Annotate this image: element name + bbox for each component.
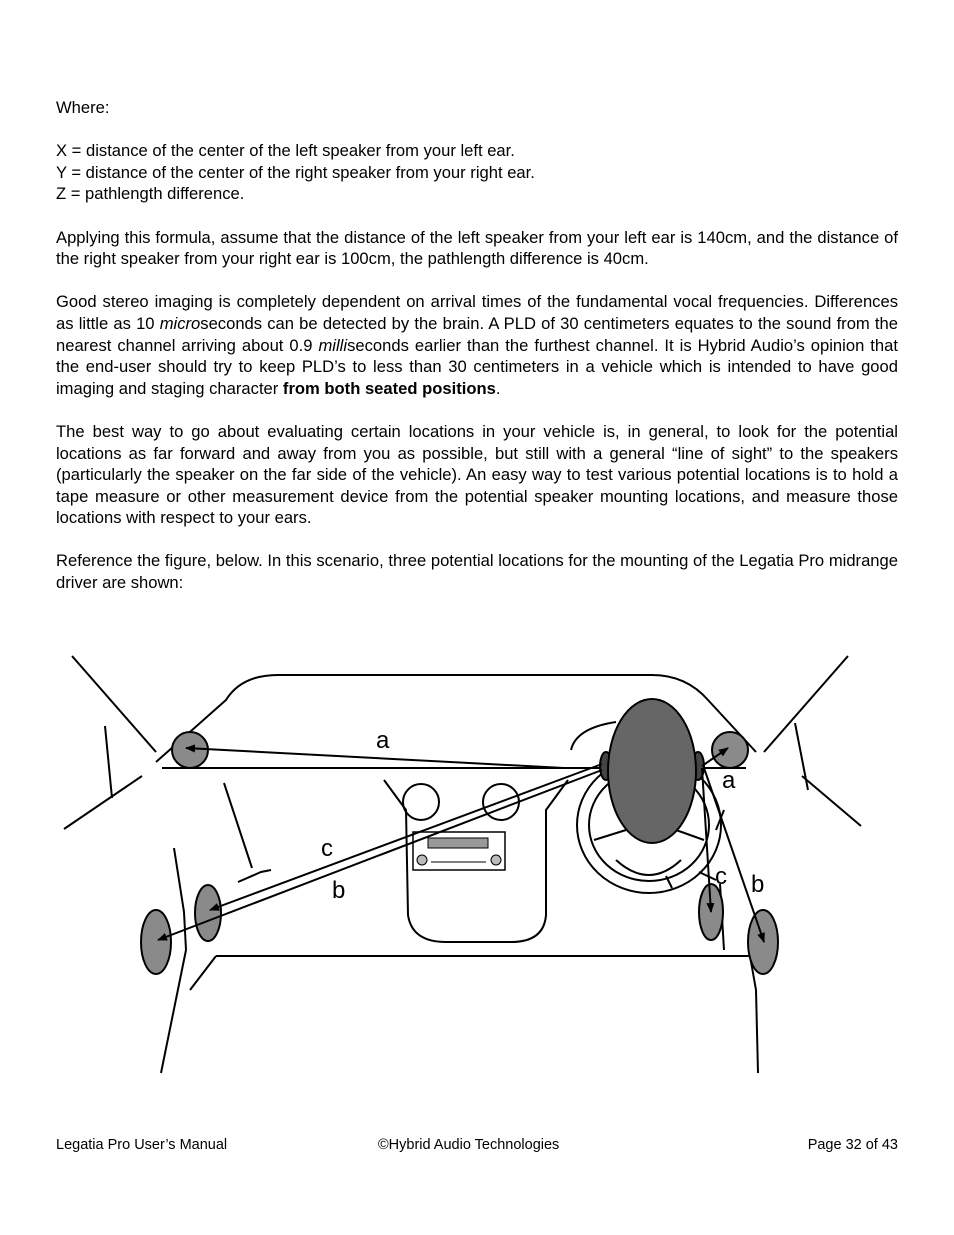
- label-a-left: a: [376, 727, 390, 754]
- label-c-left: c: [321, 835, 333, 862]
- para2-text-4: .: [495, 378, 501, 398]
- speaker-left-b: [141, 910, 171, 974]
- label-a-right: a: [722, 767, 736, 794]
- label-b-left: b: [332, 877, 346, 904]
- car-interior-figure: [56, 650, 898, 1080]
- paragraph-evaluating-locations: The best way to go about evaluating certain locations in your vehicle is, in general, to look for the potential locations as far forward and away from you as possible, but still with a general “line of sight” to the speakers (particularly the speaker on the far side of the vehicle). An easy way to test various potential locations is to hold a tape measure or other measurement device from the potential speaker mounting locations, and measure those locations with respect to your ears.: [56, 421, 898, 528]
- footer-copyright: ©Hybrid Audio Technologies: [378, 1137, 560, 1153]
- body-text: [56, 97, 898, 594]
- label-b-right: b: [751, 871, 765, 898]
- label-c-right: c: [715, 863, 727, 890]
- para2-text-1: Good stereo imaging is completely dependent on arrival times of the fundamental vocal frequencies. Differences as little as 10: [56, 292, 898, 333]
- para2-text-3: seconds earlier than the furthest channel. It is Hybrid Audio’s opinion that the end-user should try to keep PLD’s to less than 30 centimeters in a vehicle which is intended to have good imaging and staging character: [56, 335, 898, 398]
- para2-text-2: seconds can be detected by the brain. A PLD of 30 centimeters equates to the sound from the nearest channel arriving about 0.9: [56, 313, 898, 355]
- listener-head: [600, 699, 704, 843]
- definitions: [56, 140, 898, 205]
- speaker-right-a: [712, 732, 748, 768]
- paragraph-formula-example: Applying this formula, assume that the distance of the left speaker from your left ear is 140cm, and the distance of the right speaker from your right ear is 100cm, the pathlength difference is 40cm.: [56, 227, 898, 269]
- speaker-left-a: [172, 732, 208, 768]
- footer-page-number: Page 32 of 43: [807, 1137, 898, 1153]
- para2-italic-milli: milli: [318, 335, 348, 355]
- speaker-left-c: [195, 885, 221, 941]
- paragraph-figure-reference: Reference the figure, below. In this scenario, three potential locations for the mounting of the Legatia Pro midrange driver are shown:: [56, 551, 898, 593]
- car-outline: [64, 656, 861, 1073]
- footer-manual-title: Legatia Pro User’s Manual: [56, 1137, 228, 1153]
- where-label: Where:: [56, 98, 110, 117]
- definition-y: Y = distance of the center of the right speaker from your right ear.: [56, 162, 535, 182]
- para2-italic-micro: micro: [159, 313, 201, 333]
- definition-z: Z = pathlength difference.: [56, 184, 245, 204]
- paragraph-stereo-imaging: [56, 291, 898, 399]
- definition-x: X = distance of the center of the left speaker from your left ear.: [56, 141, 515, 161]
- para2-bold: from both seated positions: [282, 378, 496, 398]
